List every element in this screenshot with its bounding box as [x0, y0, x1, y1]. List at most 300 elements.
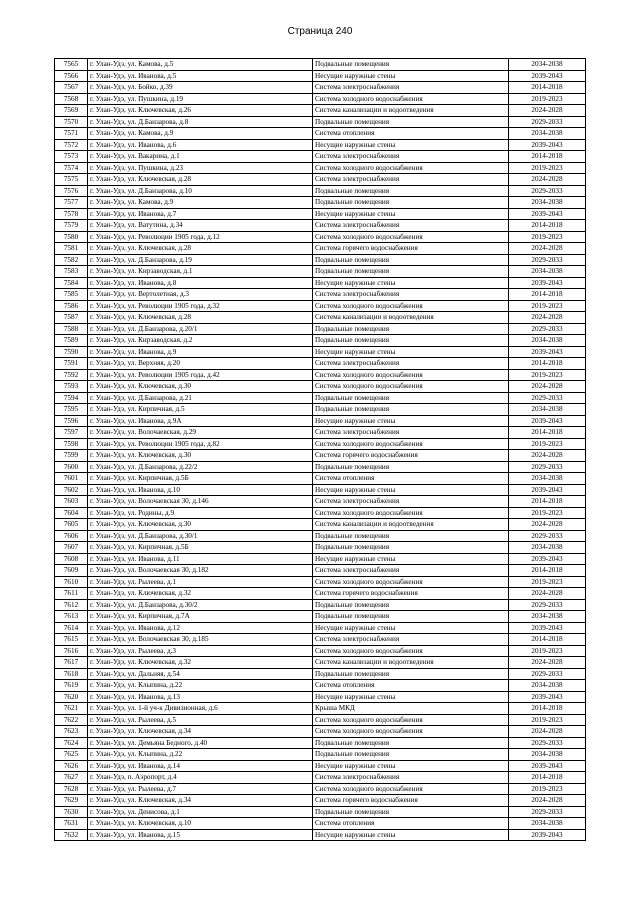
element-cell: Несущие наружные стены	[313, 622, 509, 634]
address-cell: г. Улан-Удэ, ул. Иванова, д.15	[88, 829, 313, 841]
period-cell: 2029-2033	[509, 737, 586, 749]
period-cell: 2014-2018	[509, 772, 586, 784]
period-cell: 2024-2028	[509, 726, 586, 738]
address-cell: г. Улан-Удэ, ул. Д.Банзарова, д.22/2	[88, 461, 313, 473]
period-cell: 2014-2018	[509, 151, 586, 163]
address-cell: г. Улан-Удэ, ул. Рылеева, д.3	[88, 645, 313, 657]
address-cell: г. Улан-Удэ, ул. Пушкина, д.19	[88, 93, 313, 105]
period-cell: 2019-2023	[509, 369, 586, 381]
element-cell: Система холодного водоснабжения	[313, 714, 509, 726]
address-cell: г. Улан-Удэ, ул. Ключевская, д.32	[88, 657, 313, 669]
address-cell: г. Улан-Удэ, ул. Демьяна Бедного, д.40	[88, 737, 313, 749]
address-cell: г. Улан-Удэ, ул. Иванова, д.6	[88, 139, 313, 151]
row-number: 7591	[55, 358, 88, 370]
table-row	[55, 496, 586, 508]
element-cell: Подвальные помещения	[313, 392, 509, 404]
period-cell: 2019-2023	[509, 507, 586, 519]
row-number: 7577	[55, 197, 88, 209]
element-cell: Подвальные помещения	[313, 749, 509, 761]
element-cell: Система электроснабжения	[313, 151, 509, 163]
row-number: 7590	[55, 346, 88, 358]
period-cell: 2039-2043	[509, 484, 586, 496]
table-row	[55, 323, 586, 335]
element-cell: Несущие наружные стены	[313, 829, 509, 841]
address-cell: г. Улан-Удэ, ул. Камова, д.9	[88, 197, 313, 209]
table-row	[55, 622, 586, 634]
element-cell: Подвальные помещения	[313, 530, 509, 542]
period-cell: 2039-2043	[509, 829, 586, 841]
address-cell: г. Улан-Удэ, ул. Иванова, д.10	[88, 484, 313, 496]
period-cell: 2014-2018	[509, 565, 586, 577]
table-row	[55, 461, 586, 473]
row-number: 7597	[55, 427, 88, 439]
row-number: 7580	[55, 231, 88, 243]
row-number: 7614	[55, 622, 88, 634]
table-row	[55, 565, 586, 577]
table-row	[55, 427, 586, 439]
address-cell: г. Улан-Удэ, ул. Клыпина, д.22	[88, 749, 313, 761]
period-cell: 2019-2023	[509, 714, 586, 726]
address-cell: г. Улан-Удэ, ул. Камова, д.5	[88, 59, 313, 71]
table-row	[55, 59, 586, 71]
element-cell: Система электроснабжения	[313, 289, 509, 301]
period-cell: 2034-2038	[509, 749, 586, 761]
element-cell: Несущие наружные стены	[313, 208, 509, 220]
period-cell: 2019-2023	[509, 645, 586, 657]
address-cell: г. Улан-Удэ, ул. Иванова, д.7	[88, 208, 313, 220]
table-row	[55, 312, 586, 324]
element-cell: Подвальные помещения	[313, 806, 509, 818]
period-cell: 2034-2038	[509, 404, 586, 416]
address-cell: г. Улан-Удэ, ул. Клыпина, д.22	[88, 680, 313, 692]
row-number: 7610	[55, 576, 88, 588]
element-cell: Система электроснабжения	[313, 82, 509, 94]
element-cell: Система холодного водоснабжения	[313, 381, 509, 393]
address-cell: г. Улан-Удэ, ул. Иванова, д.13	[88, 691, 313, 703]
address-cell: г. Улан-Удэ, ул. Д.Банзарова, д.30/2	[88, 599, 313, 611]
row-number: 7568	[55, 93, 88, 105]
period-cell: 2034-2038	[509, 611, 586, 623]
period-cell: 2039-2043	[509, 553, 586, 565]
period-cell: 2024-2028	[509, 519, 586, 531]
period-cell: 2014-2018	[509, 634, 586, 646]
row-number: 7631	[55, 818, 88, 830]
element-cell: Система холодного водоснабжения	[313, 783, 509, 795]
period-cell: 2024-2028	[509, 795, 586, 807]
period-cell: 2019-2023	[509, 231, 586, 243]
period-cell: 2039-2043	[509, 70, 586, 82]
element-cell: Подвальные помещения	[313, 197, 509, 209]
table-row	[55, 691, 586, 703]
table-row	[55, 369, 586, 381]
period-cell: 2014-2018	[509, 220, 586, 232]
element-cell: Система электроснабжения	[313, 174, 509, 186]
address-cell: г. Улан-Удэ, ул. Революции 1905 года, д.82	[88, 438, 313, 450]
element-cell: Подвальные помещения	[313, 404, 509, 416]
period-cell: 2034-2038	[509, 473, 586, 485]
period-cell: 2024-2028	[509, 657, 586, 669]
table-row	[55, 70, 586, 82]
address-cell: г. Улан-Удэ, ул. Волочаевская 30, д.185	[88, 634, 313, 646]
row-number: 7604	[55, 507, 88, 519]
table-row	[55, 450, 586, 462]
table-row	[55, 381, 586, 393]
address-cell: г. Улан-Удэ, ул. Кирпичная, д.7А	[88, 611, 313, 623]
period-cell: 2024-2028	[509, 588, 586, 600]
period-cell: 2029-2033	[509, 530, 586, 542]
period-cell: 2029-2033	[509, 254, 586, 266]
table-row	[55, 645, 586, 657]
address-cell: г. Улан-Удэ, ул. Ватутина, д.34	[88, 220, 313, 232]
table-row	[55, 254, 586, 266]
address-cell: г. Улан-Удэ, ул. Ключевская, д.26	[88, 105, 313, 117]
row-number: 7632	[55, 829, 88, 841]
address-cell: г. Улан-Удэ, ул. Рылеева, д.5	[88, 714, 313, 726]
element-cell: Система канализации и водоотведения	[313, 105, 509, 117]
table-row	[55, 231, 586, 243]
period-cell: 2014-2018	[509, 289, 586, 301]
period-cell: 2034-2038	[509, 128, 586, 140]
element-cell: Подвальные помещения	[313, 254, 509, 266]
period-cell: 2019-2023	[509, 93, 586, 105]
element-cell: Система горячего водоснабжения	[313, 243, 509, 255]
element-cell: Система горячего водоснабжения	[313, 795, 509, 807]
element-cell: Система электроснабжения	[313, 427, 509, 439]
period-cell: 2024-2028	[509, 105, 586, 117]
element-cell: Подвальные помещения	[313, 668, 509, 680]
address-cell: г. Улан-Удэ, ул. Д.Банзарова, д.30/1	[88, 530, 313, 542]
row-number: 7624	[55, 737, 88, 749]
period-cell: 2014-2018	[509, 496, 586, 508]
table-row	[55, 243, 586, 255]
address-cell: г. Улан-Удэ, ул. Ключевская, д.28	[88, 312, 313, 324]
table-row	[55, 151, 586, 163]
element-cell: Система холодного водоснабжения	[313, 369, 509, 381]
table-row	[55, 542, 586, 554]
address-cell: г. Улан-Удэ, ул. Денисова, д.1	[88, 806, 313, 818]
address-cell: г. Улан-Удэ, ул. Ключевская, д.30	[88, 450, 313, 462]
address-cell: г. Улан-Удэ, ул. Революции 1905 года, д.32	[88, 300, 313, 312]
table-row	[55, 139, 586, 151]
table-row	[55, 392, 586, 404]
address-cell: г. Улан-Удэ, ул. Ключевская, д.28	[88, 174, 313, 186]
element-cell: Система электроснабжения	[313, 358, 509, 370]
period-cell: 2014-2018	[509, 358, 586, 370]
element-cell: Система электроснабжения	[313, 565, 509, 577]
row-number: 7602	[55, 484, 88, 496]
table-row	[55, 714, 586, 726]
element-cell: Система горячего водоснабжения	[313, 450, 509, 462]
row-number: 7630	[55, 806, 88, 818]
element-cell: Система холодного водоснабжения	[313, 300, 509, 312]
address-cell: г. Улан-Удэ, ул. Кирзаводская, д.1	[88, 266, 313, 278]
period-cell: 2039-2043	[509, 139, 586, 151]
period-cell: 2024-2028	[509, 243, 586, 255]
row-number: 7583	[55, 266, 88, 278]
row-number: 7621	[55, 703, 88, 715]
table-row	[55, 438, 586, 450]
table-row	[55, 657, 586, 669]
table-row	[55, 726, 586, 738]
table-row	[55, 588, 586, 600]
row-number: 7573	[55, 151, 88, 163]
period-cell: 2029-2033	[509, 323, 586, 335]
address-cell: г. Улан-Удэ, ул. Ключевская, д.34	[88, 726, 313, 738]
row-number: 7623	[55, 726, 88, 738]
element-cell: Несущие наружные стены	[313, 691, 509, 703]
row-number: 7567	[55, 82, 88, 94]
row-number: 7584	[55, 277, 88, 289]
row-number: 7576	[55, 185, 88, 197]
row-number: 7607	[55, 542, 88, 554]
table-row	[55, 174, 586, 186]
element-cell: Несущие наружные стены	[313, 484, 509, 496]
period-cell: 2039-2043	[509, 346, 586, 358]
table-body	[55, 59, 586, 841]
table-row	[55, 772, 586, 784]
row-number: 7608	[55, 553, 88, 565]
element-cell: Система канализации и водоотведения	[313, 519, 509, 531]
element-cell: Подвальные помещения	[313, 185, 509, 197]
row-number: 7601	[55, 473, 88, 485]
row-number: 7629	[55, 795, 88, 807]
row-number: 7627	[55, 772, 88, 784]
element-cell: Несущие наружные стены	[313, 346, 509, 358]
table-row	[55, 185, 586, 197]
address-cell: г. Улан-Удэ, ул. Волочаевская 30, д.146	[88, 496, 313, 508]
period-cell: 2034-2038	[509, 335, 586, 347]
row-number: 7585	[55, 289, 88, 301]
row-number: 7575	[55, 174, 88, 186]
row-number: 7613	[55, 611, 88, 623]
element-cell: Система горячего водоснабжения	[313, 588, 509, 600]
element-cell: Подвальные помещения	[313, 266, 509, 278]
table-row	[55, 277, 586, 289]
row-number: 7571	[55, 128, 88, 140]
element-cell: Подвальные помещения	[313, 335, 509, 347]
row-number: 7589	[55, 335, 88, 347]
table-row	[55, 760, 586, 772]
table-row	[55, 415, 586, 427]
period-cell: 2029-2033	[509, 392, 586, 404]
element-cell: Система электроснабжения	[313, 220, 509, 232]
element-cell: Система канализации и водоотведения	[313, 657, 509, 669]
row-number: 7620	[55, 691, 88, 703]
element-cell: Система электроснабжения	[313, 772, 509, 784]
table-row	[55, 197, 586, 209]
table-row	[55, 749, 586, 761]
address-cell: г. Улан-Удэ, ул. Бойко, д.39	[88, 82, 313, 94]
address-cell: г. Улан-Удэ, ул. Д.Банзарова, д.21	[88, 392, 313, 404]
period-cell: 2024-2028	[509, 450, 586, 462]
table-row	[55, 128, 586, 140]
element-cell: Несущие наружные стены	[313, 70, 509, 82]
address-cell: г. Улан-Удэ, ул. Вакарина, д.1	[88, 151, 313, 163]
table-row	[55, 806, 586, 818]
row-number: 7619	[55, 680, 88, 692]
element-cell: Система отопления	[313, 818, 509, 830]
element-cell: Система холодного водоснабжения	[313, 645, 509, 657]
row-number: 7617	[55, 657, 88, 669]
table-row	[55, 634, 586, 646]
period-cell: 2029-2033	[509, 599, 586, 611]
table-row	[55, 82, 586, 94]
element-cell: Несущие наружные стены	[313, 139, 509, 151]
address-cell: г. Улан-Удэ, ул. Д.Банзарова, д.19	[88, 254, 313, 266]
period-cell: 2024-2028	[509, 381, 586, 393]
table-row	[55, 473, 586, 485]
row-number: 7582	[55, 254, 88, 266]
row-number: 7606	[55, 530, 88, 542]
row-number: 7569	[55, 105, 88, 117]
table-row	[55, 795, 586, 807]
row-number: 7625	[55, 749, 88, 761]
table-row	[55, 162, 586, 174]
row-number: 7599	[55, 450, 88, 462]
row-number: 7565	[55, 59, 88, 71]
element-cell: Несущие наружные стены	[313, 553, 509, 565]
element-cell: Система отопления	[313, 473, 509, 485]
period-cell: 2034-2038	[509, 542, 586, 554]
address-cell: г. Улан-Удэ, ул. Иванова, д.5	[88, 70, 313, 82]
row-number: 7600	[55, 461, 88, 473]
address-cell: г. Улан-Удэ, ул. Камова, д.9	[88, 128, 313, 140]
row-number: 7593	[55, 381, 88, 393]
period-cell: 2034-2038	[509, 680, 586, 692]
period-cell: 2014-2018	[509, 82, 586, 94]
row-number: 7615	[55, 634, 88, 646]
row-number: 7628	[55, 783, 88, 795]
element-cell: Крыша МКД	[313, 703, 509, 715]
address-cell: г. Улан-Удэ, ул. Ключевская, д.28	[88, 243, 313, 255]
address-cell: г. Улан-Удэ, ул. Д.Банзарова, д.10	[88, 185, 313, 197]
table-row	[55, 553, 586, 565]
address-cell: г. Улан-Удэ, ул. Рылеева, д.1	[88, 576, 313, 588]
row-number: 7603	[55, 496, 88, 508]
address-cell: г. Улан-Удэ, ул. Революции 1905 года, д.42	[88, 369, 313, 381]
row-number: 7570	[55, 116, 88, 128]
address-cell: г. Улан-Удэ, ул. Кирпичная, д.5	[88, 404, 313, 416]
table-row	[55, 335, 586, 347]
table-row	[55, 346, 586, 358]
row-number: 7586	[55, 300, 88, 312]
element-cell: Несущие наружные стены	[313, 760, 509, 772]
table-row	[55, 507, 586, 519]
element-cell: Подвальные помещения	[313, 737, 509, 749]
period-cell: 2019-2023	[509, 438, 586, 450]
table-row	[55, 783, 586, 795]
element-cell: Система холодного водоснабжения	[313, 438, 509, 450]
table-row	[55, 530, 586, 542]
element-cell: Система канализации и водоотведения	[313, 312, 509, 324]
address-cell: г. Улан-Удэ, ул. Ключевская, д.10	[88, 818, 313, 830]
period-cell: 2014-2018	[509, 703, 586, 715]
table-row	[55, 208, 586, 220]
address-cell: г. Улан-Удэ, ул. Родины, д.9	[88, 507, 313, 519]
period-cell: 2029-2033	[509, 668, 586, 680]
row-number: 7605	[55, 519, 88, 531]
element-cell: Подвальные помещения	[313, 323, 509, 335]
table-row	[55, 266, 586, 278]
row-number: 7566	[55, 70, 88, 82]
page-title: Страница 240	[287, 26, 353, 37]
period-cell: 2034-2038	[509, 197, 586, 209]
repair-schedule-table	[54, 58, 586, 841]
element-cell: Подвальные помещения	[313, 611, 509, 623]
row-number: 7581	[55, 243, 88, 255]
period-cell: 2039-2043	[509, 691, 586, 703]
table-row	[55, 300, 586, 312]
table-row	[55, 829, 586, 841]
table-row	[55, 519, 586, 531]
address-cell: г. Улан-Удэ, ул. Иванова, д.14	[88, 760, 313, 772]
element-cell: Система холодного водоснабжения	[313, 231, 509, 243]
row-number: 7572	[55, 139, 88, 151]
element-cell: Система холодного водоснабжения	[313, 93, 509, 105]
element-cell: Подвальные помещения	[313, 599, 509, 611]
address-cell: г. Улан-Удэ, ул. Волочаевская, д.29	[88, 427, 313, 439]
row-number: 7611	[55, 588, 88, 600]
row-number: 7612	[55, 599, 88, 611]
row-number: 7588	[55, 323, 88, 335]
element-cell: Система отопления	[313, 680, 509, 692]
element-cell: Система отопления	[313, 128, 509, 140]
period-cell: 2029-2033	[509, 116, 586, 128]
row-number: 7587	[55, 312, 88, 324]
period-cell: 2039-2043	[509, 622, 586, 634]
row-number: 7616	[55, 645, 88, 657]
period-cell: 2024-2028	[509, 312, 586, 324]
address-cell: г. Улан-Удэ, ул. Иванова, д.9	[88, 346, 313, 358]
row-number: 7594	[55, 392, 88, 404]
period-cell: 2024-2028	[509, 174, 586, 186]
address-cell: г. Улан-Удэ, ул. Дальняя, д.54	[88, 668, 313, 680]
period-cell: 2014-2018	[509, 427, 586, 439]
period-cell: 2019-2023	[509, 162, 586, 174]
element-cell: Система электроснабжения	[313, 496, 509, 508]
element-cell: Подвальные помещения	[313, 116, 509, 128]
element-cell: Подвальные помещения	[313, 542, 509, 554]
period-cell: 2034-2038	[509, 59, 586, 71]
element-cell: Подвальные помещения	[313, 461, 509, 473]
table-row	[55, 93, 586, 105]
period-cell: 2039-2043	[509, 760, 586, 772]
period-cell: 2019-2023	[509, 576, 586, 588]
table-row	[55, 611, 586, 623]
element-cell: Несущие наружные стены	[313, 277, 509, 289]
table-row	[55, 484, 586, 496]
address-cell: г. Улан-Удэ, ул. Ключевская, д.32	[88, 588, 313, 600]
row-number: 7574	[55, 162, 88, 174]
row-number: 7592	[55, 369, 88, 381]
table-row	[55, 703, 586, 715]
table-row	[55, 599, 586, 611]
table-row	[55, 105, 586, 117]
address-cell: г. Улан-Удэ, ул. Ключевская, д.34	[88, 795, 313, 807]
address-cell: г. Улан-Удэ, ул. Пушкина, д.23	[88, 162, 313, 174]
element-cell: Система электроснабжения	[313, 634, 509, 646]
row-number: 7618	[55, 668, 88, 680]
period-cell: 2029-2033	[509, 461, 586, 473]
element-cell: Система холодного водоснабжения	[313, 162, 509, 174]
row-number: 7596	[55, 415, 88, 427]
address-cell: г. Улан-Удэ, ул. Иванова, д.9А	[88, 415, 313, 427]
table-row	[55, 668, 586, 680]
address-cell: г. Улан-Удэ, ул. Революции 1905 года, д.12	[88, 231, 313, 243]
row-number: 7598	[55, 438, 88, 450]
element-cell: Несущие наружные стены	[313, 415, 509, 427]
address-cell: г. Улан-Удэ, ул. Д.Банзарова, д.8	[88, 116, 313, 128]
